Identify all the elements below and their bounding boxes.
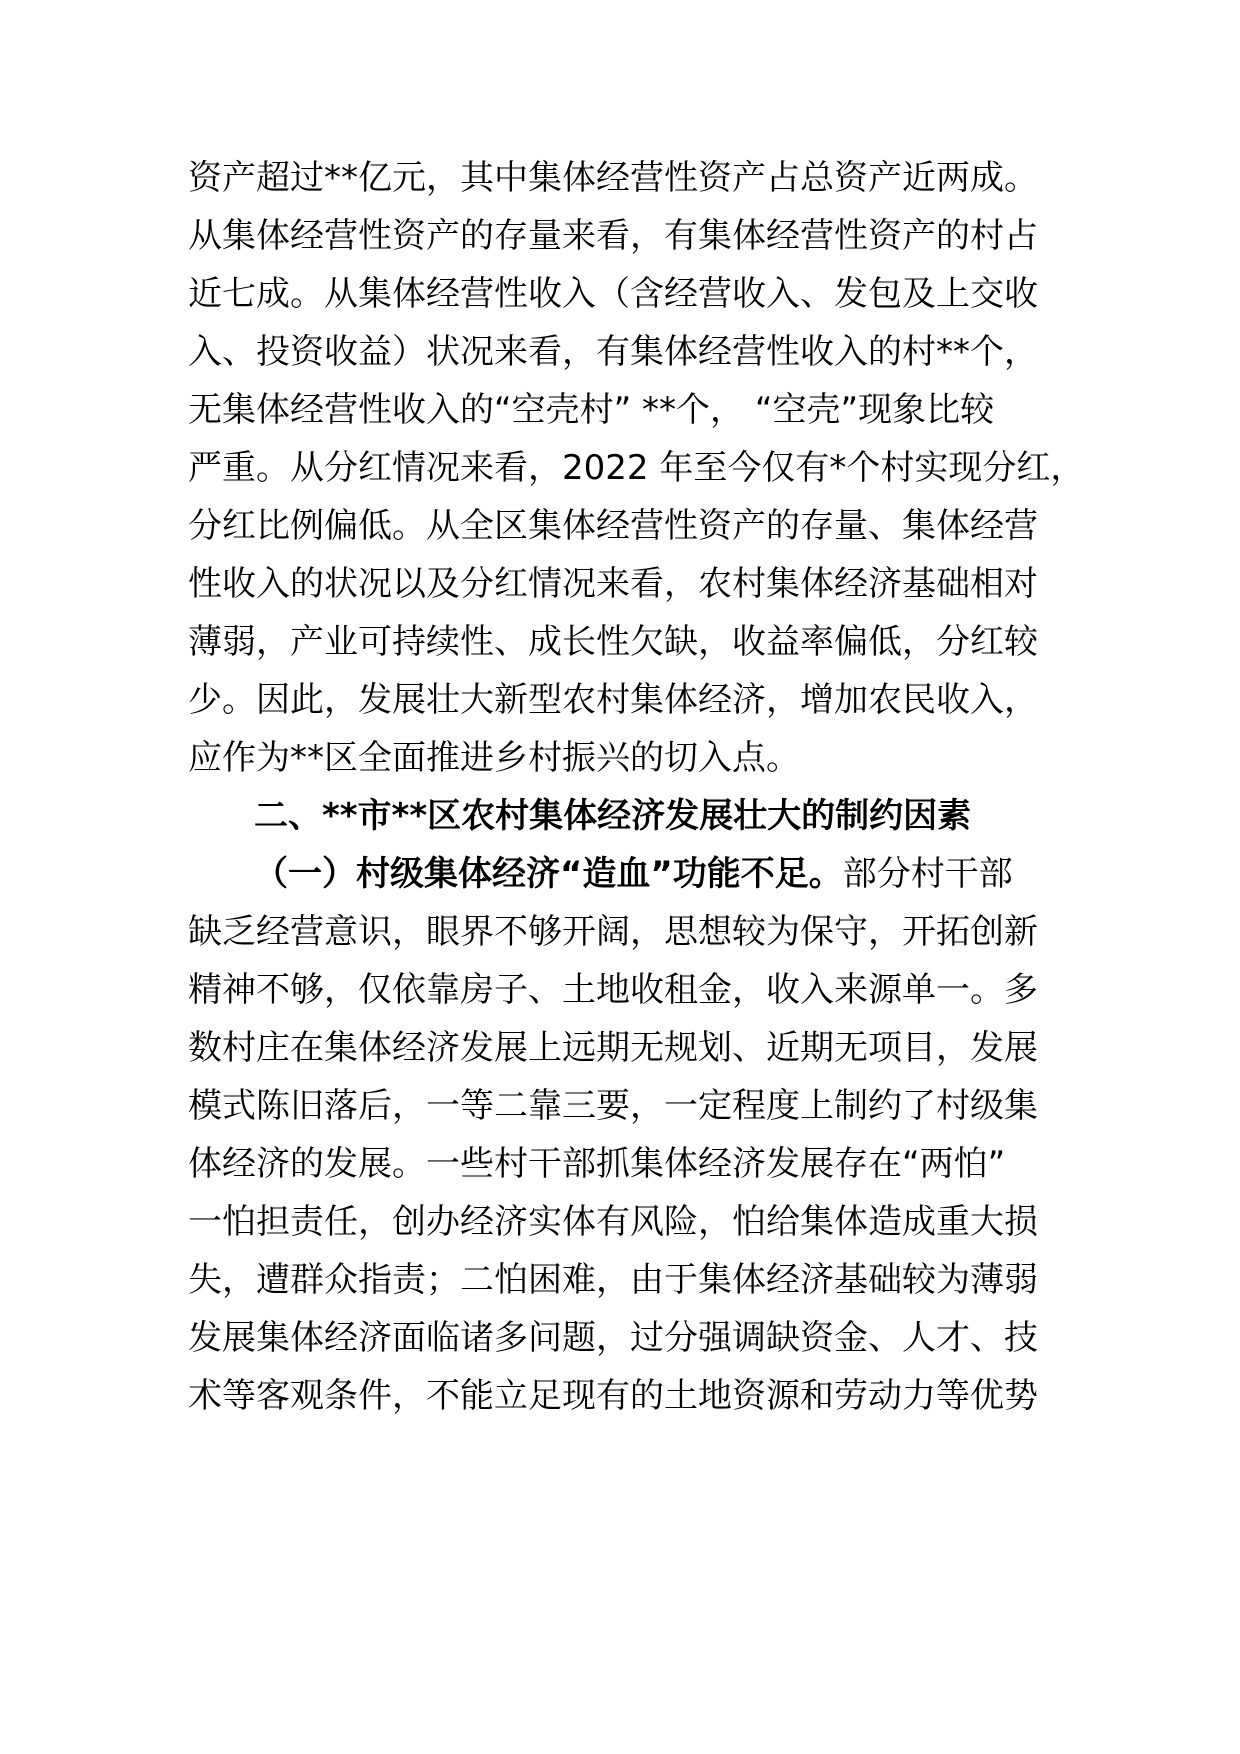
text-line: 性收入的状况以及分红情况来看，农村集体经济基础相对 [188,564,1038,604]
text-run: 部分村干部 [842,854,1013,894]
text-line: 入、投资收益）状况来看，有集体经营性收入的村**个， [188,332,1038,372]
subsection-first-line [254,854,1013,894]
text-line: 术等客观条件，不能立足现有的土地资源和劳动力等优势 [188,1376,1038,1416]
text-line: 体经济的发展。一些村干部抓集体经济发展存在“两怕” [188,1144,1006,1184]
section-heading: 二、**市**区农村集体经济发展壮大的制约因素 [254,796,972,836]
text-line: 应作为**区全面推进乡村振兴的切入点。 [188,738,800,778]
text-line: 少。因此，发展壮大新型农村集体经济，增加农民收入， [188,680,1038,720]
text-line: 近七成。从集体经营性收入（含经营收入、发包及上交收 [188,274,1038,314]
text-line: 精神不够，仅依靠房子、土地收租金，收入来源单一。多 [188,970,1038,1010]
text-line: 无集体经营性收入的“空壳村” **个， “空壳”现象比较 [188,390,995,430]
subsection-heading: （一）村级集体经济“造血”功能不足。 [254,854,843,894]
text-line: 分红比例偏低。从全区集体经营性资产的存量、集体经营 [188,506,1038,546]
text-line: 缺乏经营意识，眼界不够开阔，思想较为保守，开拓创新 [188,912,1038,952]
text-line: 严重。从分红情况来看，2022 年至今仅有*个村实现分红， [188,448,1085,488]
text-line: 发展集体经济面临诸多问题，过分强调缺资金、人才、技 [188,1318,1038,1358]
text-line: 一怕担责任，创办经济实体有风险，怕给集体造成重大损 [188,1202,1038,1242]
text-line: 模式陈旧落后，一等二靠三要，一定程度上制约了村级集 [188,1086,1038,1126]
text-line: 资产超过**亿元，其中集体经营性资产占总资产近两成。 [188,158,1038,198]
text-line: 薄弱，产业可持续性、成长性欠缺，收益率偏低，分红较 [188,622,1038,662]
text-line: 从集体经营性资产的存量来看，有集体经营性资产的村占 [188,216,1038,256]
text-line: 数村庄在集体经济发展上远期无规划、近期无项目，发展 [188,1028,1038,1068]
text-line: 失，遭群众指责；二怕困难，由于集体经济基础较为薄弱 [188,1260,1038,1300]
